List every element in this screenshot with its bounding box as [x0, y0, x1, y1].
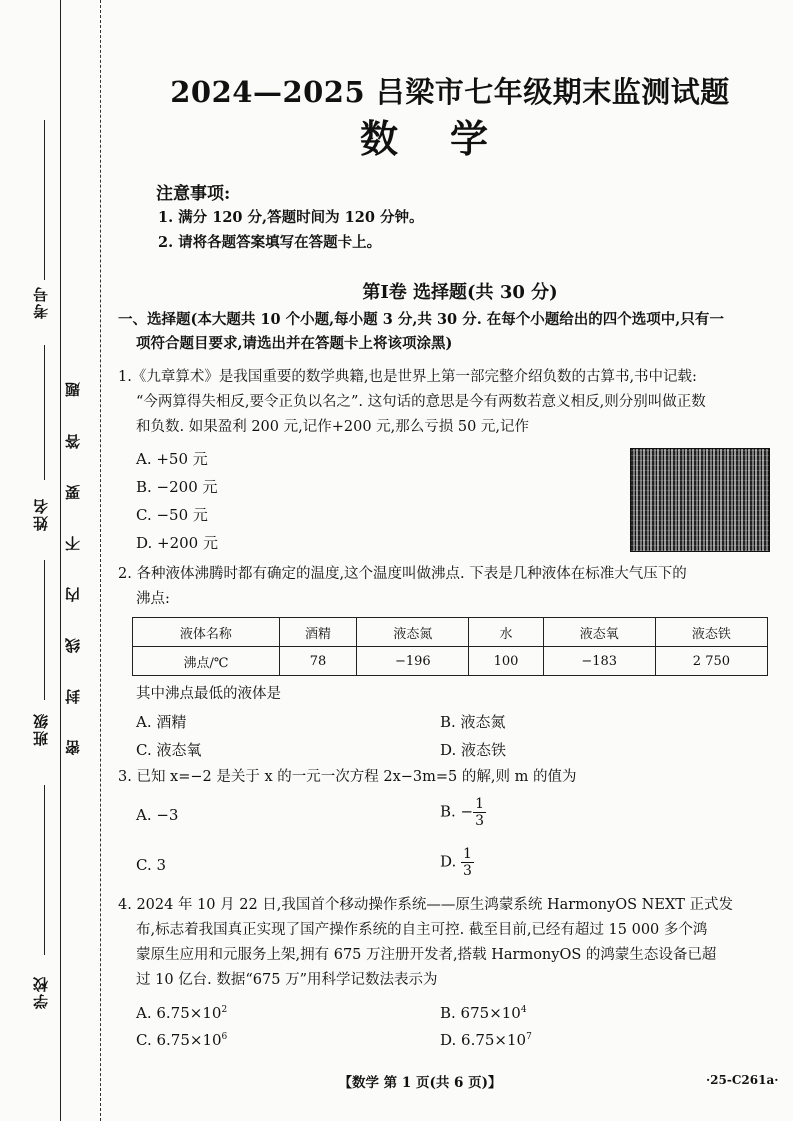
q2-stem: 其中沸点最低的液体是 — [136, 686, 281, 702]
table-cell: 液体名称 — [133, 618, 280, 647]
q2-option-b: B. 液态氮 — [440, 713, 506, 731]
table-cell: 酒精 — [279, 618, 356, 647]
q3-option-d-prefix: D. — [440, 852, 462, 871]
table-cell: −196 — [357, 647, 469, 676]
exam-no-label: 考号 — [32, 285, 50, 319]
seal-char: 题 — [64, 382, 82, 397]
q4-line-3: 蒙原生应用和元服务上架,拥有 675 万注册开发者,搭载 HarmonyOS 的鸿蒙生态设备已超 — [136, 947, 717, 963]
q3-option-b-prefix: B. − — [440, 802, 474, 821]
q3-option-c: C. 3 — [136, 856, 167, 874]
fraction — [461, 846, 474, 879]
q1-line-2: “今两算得失相反,要令正负以名之”. 这句话的意思是今有两数若意义相反,则分别叫做正数 — [136, 394, 706, 410]
section-instructions-2: 项符合题目要求,请选出并在答题卡上将该项涂黑) — [136, 335, 453, 352]
exponent: 2 — [221, 1005, 228, 1015]
table-cell: 沸点/℃ — [133, 647, 280, 676]
q2-option-a: A. 酒精 — [136, 713, 187, 731]
binding-line-inner — [100, 0, 101, 1121]
q2-option-c: C. 液态氧 — [136, 741, 202, 759]
table-cell: 液态氮 — [357, 618, 469, 647]
notes-heading: 注意事项: — [156, 184, 231, 204]
q4-option-d-base: D. 6.75×10 — [440, 1031, 527, 1049]
note-item: 2. 请将各题答案填写在答题卡上。 — [158, 234, 382, 251]
class-label: 班级 — [32, 712, 50, 746]
table-cell: −183 — [543, 647, 655, 676]
q4-line-4: 过 10 亿台. 数据“675 万”用科学记数法表示为 — [136, 972, 438, 988]
q1-line-3: 和负数. 如果盈利 200 元,记作+200 元,那么亏损 50 元,记作 — [136, 419, 530, 435]
seal-char: 线 — [64, 638, 82, 653]
q1-option-b: B. −200 元 — [136, 478, 218, 496]
class-line — [44, 560, 45, 700]
name-line — [44, 345, 45, 480]
section-title: 第Ⅰ卷 选择题(共 30 分) — [362, 282, 558, 303]
bamboo-slips-image — [630, 448, 770, 552]
table-cell: 液态氧 — [543, 618, 655, 647]
table-cell: 液态铁 — [655, 618, 767, 647]
school-line — [44, 785, 45, 955]
q1-option-a: A. +50 元 — [136, 450, 208, 468]
table-cell: 100 — [469, 647, 543, 676]
q3-option-d — [440, 846, 474, 879]
q4-line-1: 4. 2024 年 10 月 22 日,我国首个移动操作系统——原生鸿蒙系统 HarmonyOS NEXT 正式发 — [118, 897, 734, 913]
fraction-numerator: 1 — [475, 796, 485, 812]
table-cell: 78 — [279, 647, 356, 676]
exam-no-line — [44, 120, 45, 280]
page-footer: 【数学 第 1 页(共 6 页)】 — [338, 1075, 502, 1091]
seal-char: 内 — [64, 587, 82, 602]
fraction-numerator: 1 — [463, 846, 472, 862]
table-row — [133, 647, 768, 676]
q4-option-a-base: A. 6.75×10 — [136, 1004, 222, 1022]
exam-code: ·25-C261a· — [706, 1073, 779, 1087]
q2-option-d: D. 液态铁 — [440, 741, 507, 759]
table-cell: 2 750 — [655, 647, 767, 676]
school-label: 学校 — [32, 975, 50, 1009]
exponent: 6 — [221, 1032, 228, 1042]
q3-stem: 3. 已知 x=−2 是关于 x 的一元一次方程 2x−3m=5 的解,则 m 的值为 — [118, 769, 577, 785]
exponent: 4 — [520, 1005, 527, 1015]
seal-char: 密 — [64, 740, 82, 755]
q2-line-2: 沸点: — [136, 591, 170, 607]
subject-title: 数学 — [359, 116, 540, 161]
fraction-denominator: 3 — [463, 863, 472, 879]
table-row — [133, 618, 768, 647]
fraction — [473, 796, 486, 829]
seal-char: 封 — [64, 689, 82, 704]
q3-option-b — [440, 796, 486, 829]
q4-option-c — [136, 1031, 227, 1049]
seal-char: 不 — [64, 536, 82, 551]
binding-line-outer — [60, 0, 61, 1121]
name-label: 姓名 — [32, 497, 50, 531]
seal-char: 要 — [64, 485, 82, 500]
note-item: 1. 满分 120 分,答题时间为 120 分钟。 — [158, 209, 424, 226]
fraction-denominator: 3 — [475, 813, 485, 829]
q1-option-c: C. −50 元 — [136, 506, 208, 524]
seal-char: 答 — [64, 434, 82, 449]
q2-line-1: 2. 各种液体沸腾时都有确定的温度,这个温度叫做沸点. 下表是几种液体在标准大气压下的 — [118, 566, 687, 582]
boiling-point-table — [132, 617, 768, 676]
exponent: 7 — [526, 1032, 532, 1042]
q4-option-b-base: B. 675×10 — [440, 1004, 521, 1022]
q4-option-d — [440, 1031, 532, 1049]
q1-option-d: D. +200 元 — [136, 534, 218, 552]
table-cell: 水 — [469, 618, 543, 647]
q4-option-a — [136, 1004, 227, 1022]
q4-option-b — [440, 1004, 527, 1022]
q4-option-c-base: C. 6.75×10 — [136, 1031, 222, 1049]
section-instructions-1: 一、选择题(本大题共 10 个小题,每小题 3 分,共 30 分. 在每个小题给出的四个选项中,只有一 — [118, 311, 724, 328]
q3-option-a: A. −3 — [136, 806, 179, 824]
q1-line-1: 1.《九章算术》是我国重要的数学典籍,也是世界上第一部完整介绍负数的古算书,书中记载: — [118, 369, 697, 385]
exam-title: 2024—2025 吕梁市七年级期末监测试题 — [170, 75, 730, 109]
q4-line-2: 布,标志着我国真正实现了国产操作系统的自主可控. 截至目前,已经有超过 15 000 多个鸿 — [136, 922, 708, 938]
